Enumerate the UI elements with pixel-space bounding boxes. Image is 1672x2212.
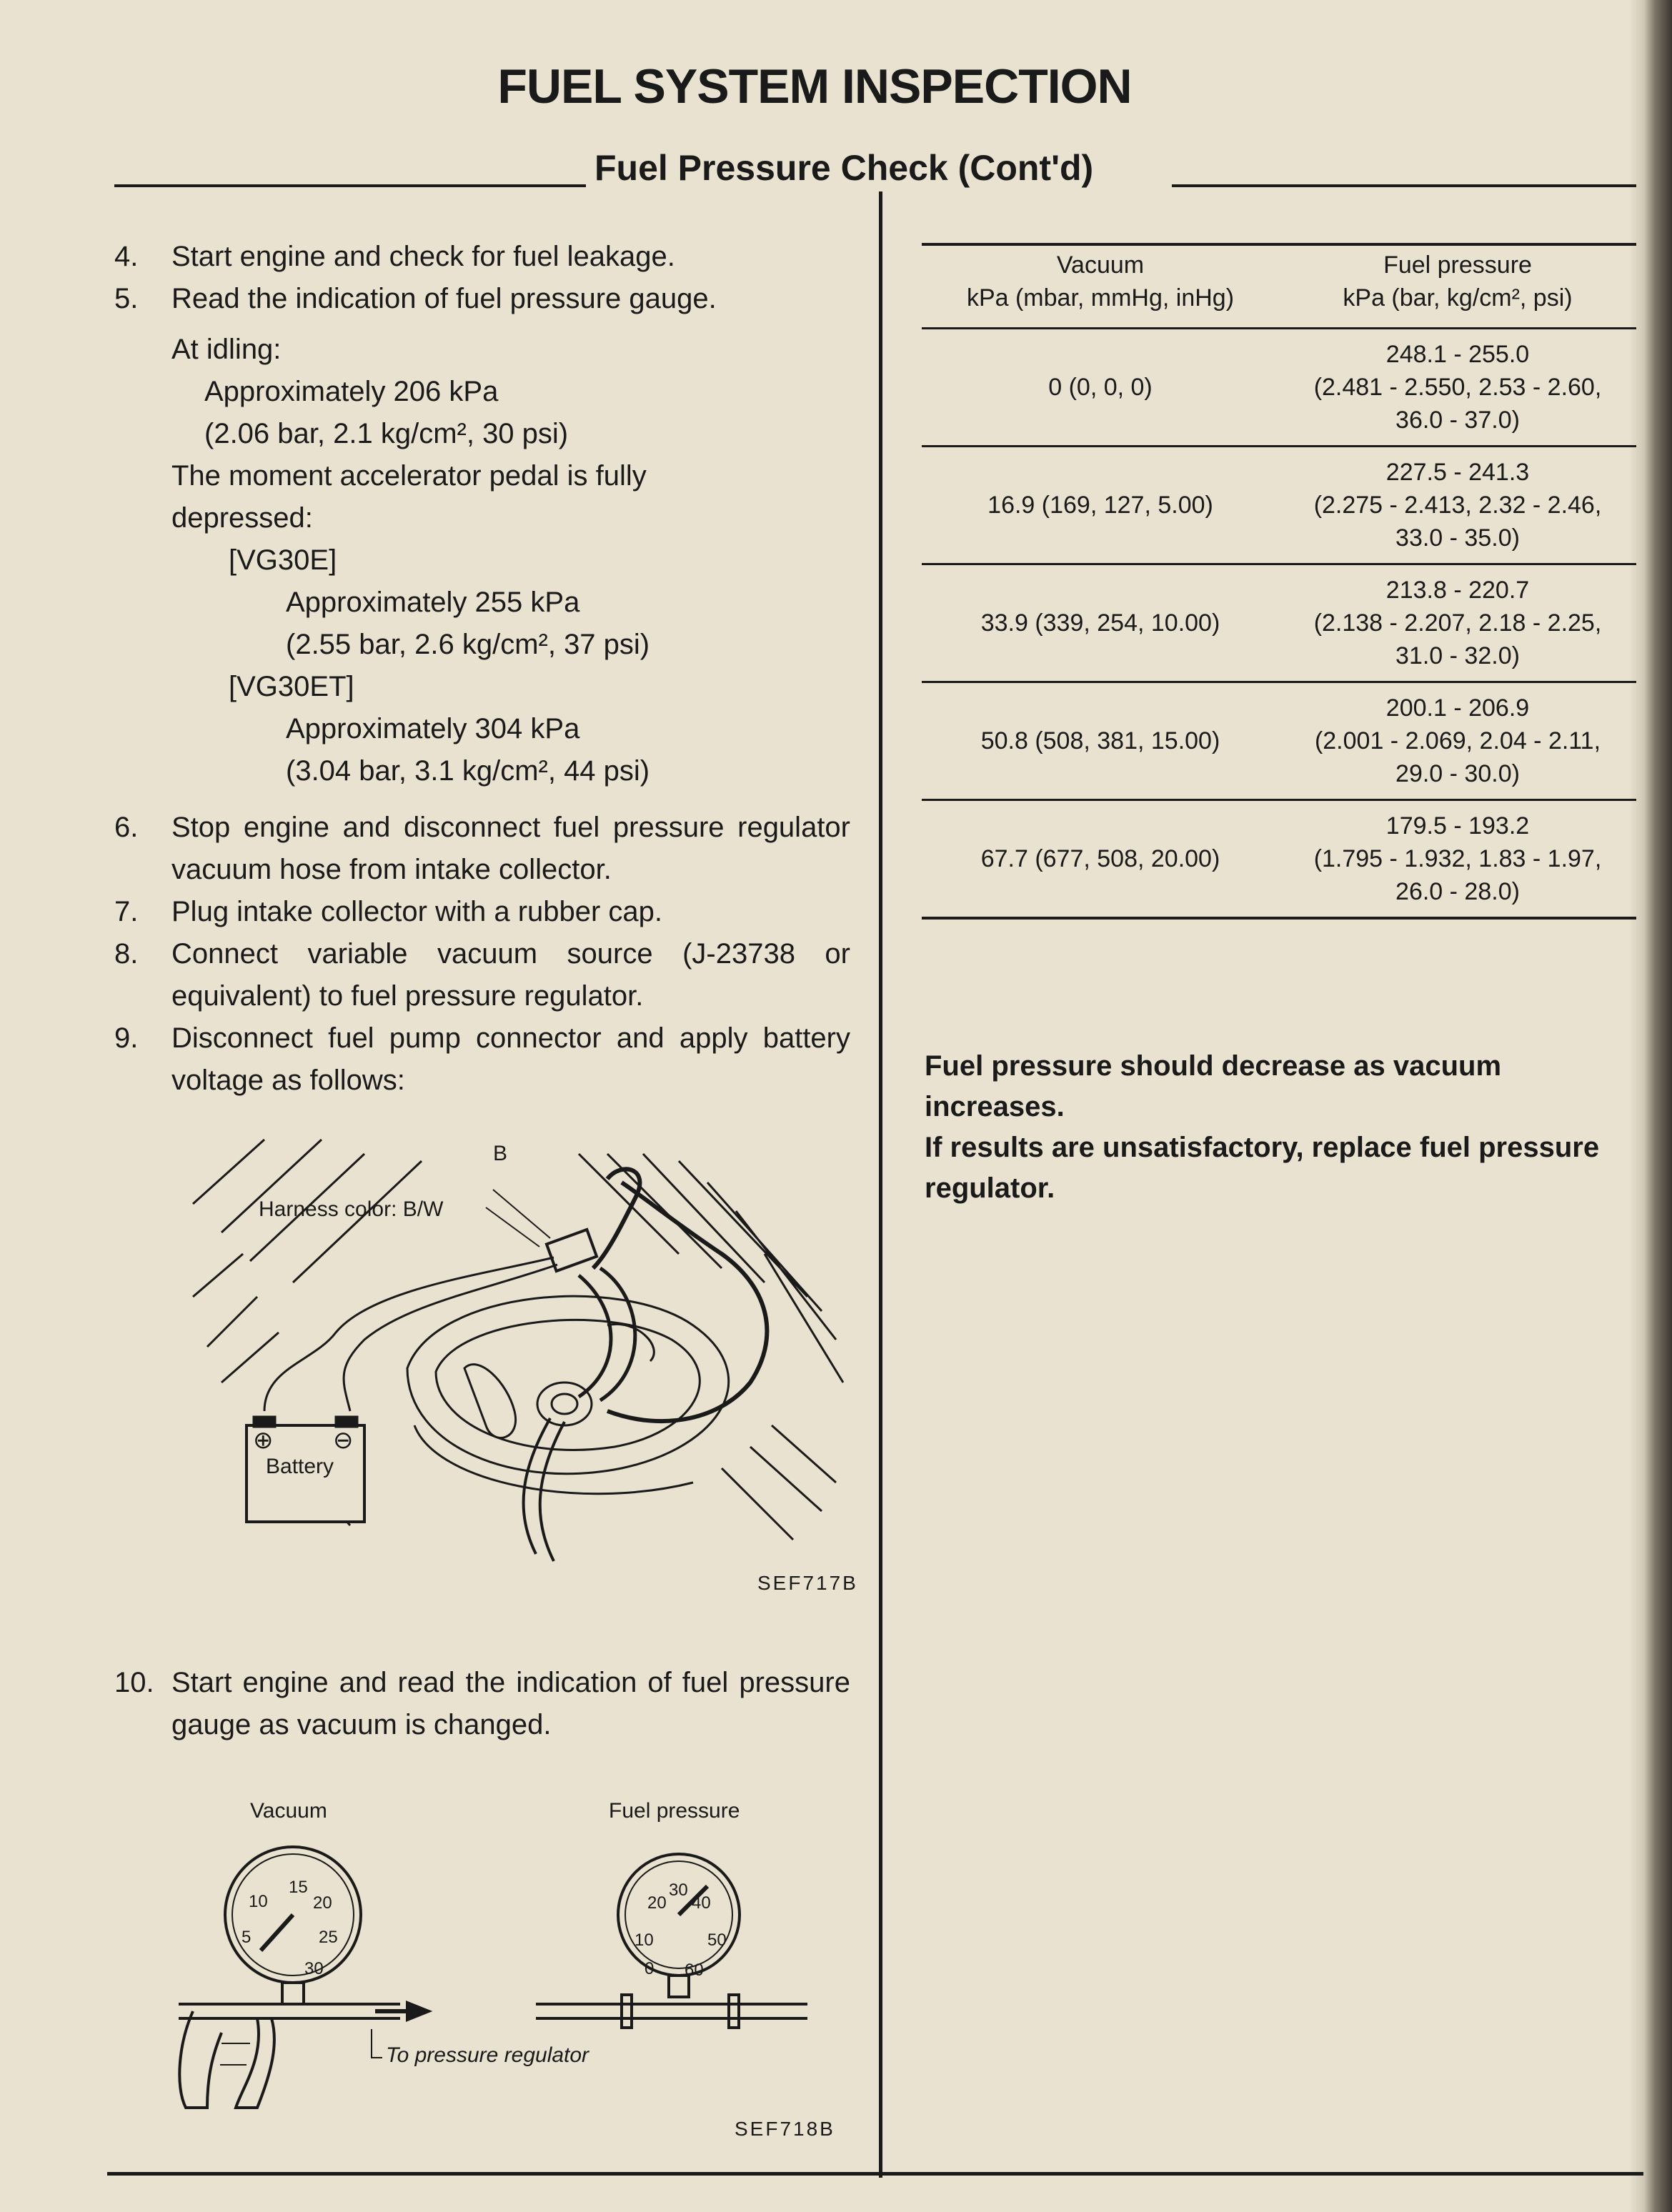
step-number: 9. [114, 1022, 139, 1054]
step-number: 6. [114, 812, 139, 843]
step-text: Disconnect fuel pump connector and apply battery voltage as follows: [171, 1022, 850, 1096]
battery-label: Battery [266, 1455, 334, 1478]
vg30et-line-2: (3.04 bar, 3.1 kg/cm², 44 psi) [286, 755, 650, 787]
subtitle-rule-left [114, 184, 586, 187]
figure-code-sef718b: SEF718B [735, 2118, 835, 2140]
step-10-wrap [114, 1662, 850, 1746]
pressure-regulator-label: To pressure regulator [386, 2043, 589, 2067]
step-text: Connect variable vacuum source (J-23738 or equivalent) to fuel pressure regulator. [171, 938, 850, 1012]
vg30e-line-2: (2.55 bar, 2.6 kg/cm², 37 psi) [286, 629, 650, 660]
vacuum-cell: 67.7 (677, 508, 20.00) [922, 800, 1279, 919]
step-number: 7. [114, 896, 139, 927]
idling-heading: At idling: [171, 334, 282, 365]
depressed-line-1: The moment accelerator pedal is fully [171, 460, 647, 492]
battery-negative-icon: ⊖ [333, 1427, 354, 1454]
harness-color-label: Harness color: B/W [259, 1197, 444, 1221]
step-6 [114, 807, 850, 891]
header-text: Fuel pressure [1383, 251, 1532, 279]
fuel-pressure-cell [1279, 682, 1636, 800]
section-subtitle: Fuel Pressure Check (Cont'd) [590, 147, 1098, 189]
cell-line: 200.1 - 206.9 [1385, 694, 1530, 722]
fuel-tick: 20 [647, 1893, 667, 1913]
header-text: Vacuum [1056, 251, 1145, 279]
left-column [114, 236, 850, 1102]
step-text: Start engine and read the indication of fuel pressure gauge as vacuum is changed. [171, 1667, 850, 1740]
cell-line: (2.481 - 2.550, 2.53 - 2.60, [1313, 374, 1602, 401]
cell-line: 31.0 - 32.0) [1395, 642, 1520, 669]
vac-tick: 10 [249, 1892, 268, 1911]
vacuum-cell: 0 (0, 0, 0) [922, 329, 1279, 447]
vg30et-line-1: Approximately 304 kPa [286, 713, 580, 744]
header-text: kPa (mbar, mmHg, inHg) [966, 284, 1235, 312]
step-7 [114, 891, 850, 933]
cell-line: 213.8 - 220.7 [1385, 577, 1530, 604]
table-header-vacuum [922, 244, 1279, 329]
fuel-pressure-cell [1279, 447, 1636, 564]
depressed-line-2: depressed: [171, 502, 313, 534]
note-line: Fuel pressure should decrease as vacuum increases. [925, 1050, 1502, 1122]
table-row [922, 800, 1636, 919]
step-number: 8. [114, 938, 139, 970]
cell-line: (1.795 - 1.932, 1.83 - 1.97, [1313, 845, 1602, 872]
step-8 [114, 933, 850, 1017]
cell-line: (2.138 - 2.207, 2.18 - 2.25, [1313, 609, 1602, 637]
fuel-tick: 40 [692, 1893, 711, 1913]
fuel-pressure-cell [1279, 329, 1636, 447]
step-4 [114, 236, 850, 278]
table-header-fuel-pressure [1279, 244, 1636, 329]
vacuum-gauge-label: Vacuum [250, 1799, 327, 1823]
table-header-row [922, 244, 1636, 329]
fuel-pressure-cell [1279, 800, 1636, 919]
battery-positive-icon: ⊕ [253, 1427, 274, 1454]
fuel-pressure-gauge-label: Fuel pressure [609, 1799, 740, 1823]
idling-line-1: Approximately 206 kPa [204, 376, 499, 407]
vac-tick: 5 [242, 1928, 252, 1947]
step-text: Stop engine and disconnect fuel pressure regulator vacuum hose from intake collector. [171, 812, 850, 885]
vg30e-model: [VG30E] [229, 544, 337, 576]
table-row [922, 329, 1636, 447]
cell-line: 29.0 - 30.0) [1395, 760, 1520, 787]
header-text: kPa (bar, kg/cm², psi) [1343, 284, 1573, 312]
fuel-tick: 50 [707, 1930, 727, 1950]
step-text: Read the indication of fuel pressure gauge. [171, 283, 717, 314]
fuel-tick: 10 [635, 1930, 654, 1950]
vg30e-line-1: Approximately 255 kPa [286, 587, 580, 618]
connector-b-label: B [493, 1142, 508, 1165]
cell-line: 36.0 - 37.0) [1395, 407, 1520, 434]
fuel-pressure-cell [1279, 564, 1636, 682]
step-number: 4. [114, 241, 139, 272]
fuel-tick: 0 [645, 1959, 655, 1978]
vacuum-cell: 16.9 (169, 127, 5.00) [922, 447, 1279, 564]
step-number: 5. [114, 283, 139, 314]
bottom-rule [107, 2172, 1643, 2176]
step-text: Start engine and check for fuel leakage. [171, 241, 675, 272]
gauge-illustration [164, 1829, 843, 2115]
step-5 [114, 278, 850, 320]
fuel-pressure-table [922, 243, 1636, 920]
note-line: regulator. [925, 1172, 1055, 1204]
note-line: If results are unsatisfactory, replace fuel pressure [925, 1132, 1600, 1163]
cell-line: 227.5 - 241.3 [1385, 459, 1530, 486]
figure-code-sef717b: SEF717B [757, 1572, 858, 1594]
fuel-tick: 30 [669, 1880, 688, 1900]
result-note [925, 1046, 1639, 1209]
vg30et-model: [VG30ET] [229, 671, 354, 702]
fuel-tick: 60 [685, 1961, 704, 1980]
cell-line: 26.0 - 28.0) [1395, 878, 1520, 905]
step-9 [114, 1017, 850, 1102]
cell-line: (2.275 - 2.413, 2.32 - 2.46, [1313, 492, 1602, 519]
table-row [922, 564, 1636, 682]
step-text: Plug intake collector with a rubber cap. [171, 896, 663, 927]
table-row [922, 447, 1636, 564]
vac-tick: 25 [319, 1928, 338, 1947]
column-divider [879, 191, 882, 2178]
page-title: FUEL SYSTEM INSPECTION [497, 59, 1132, 114]
vac-tick: 15 [289, 1878, 308, 1897]
idling-line-2: (2.06 bar, 2.1 kg/cm², 30 psi) [204, 418, 569, 449]
fuel-pump-battery-illustration [179, 1111, 857, 1597]
step-10 [114, 1662, 850, 1746]
cell-line: (2.001 - 2.069, 2.04 - 2.11, [1314, 727, 1601, 754]
vac-tick: 20 [313, 1893, 332, 1913]
vacuum-cell: 33.9 (339, 254, 10.00) [922, 564, 1279, 682]
vacuum-cell: 50.8 (508, 381, 15.00) [922, 682, 1279, 800]
cell-line: 248.1 - 255.0 [1385, 341, 1530, 368]
step-number: 10. [114, 1667, 154, 1698]
cell-line: 33.0 - 35.0) [1395, 524, 1520, 552]
table-row [922, 682, 1636, 800]
cell-line: 179.5 - 193.2 [1385, 812, 1530, 840]
subtitle-rule-right [1172, 184, 1636, 187]
vac-tick: 30 [304, 1959, 324, 1978]
